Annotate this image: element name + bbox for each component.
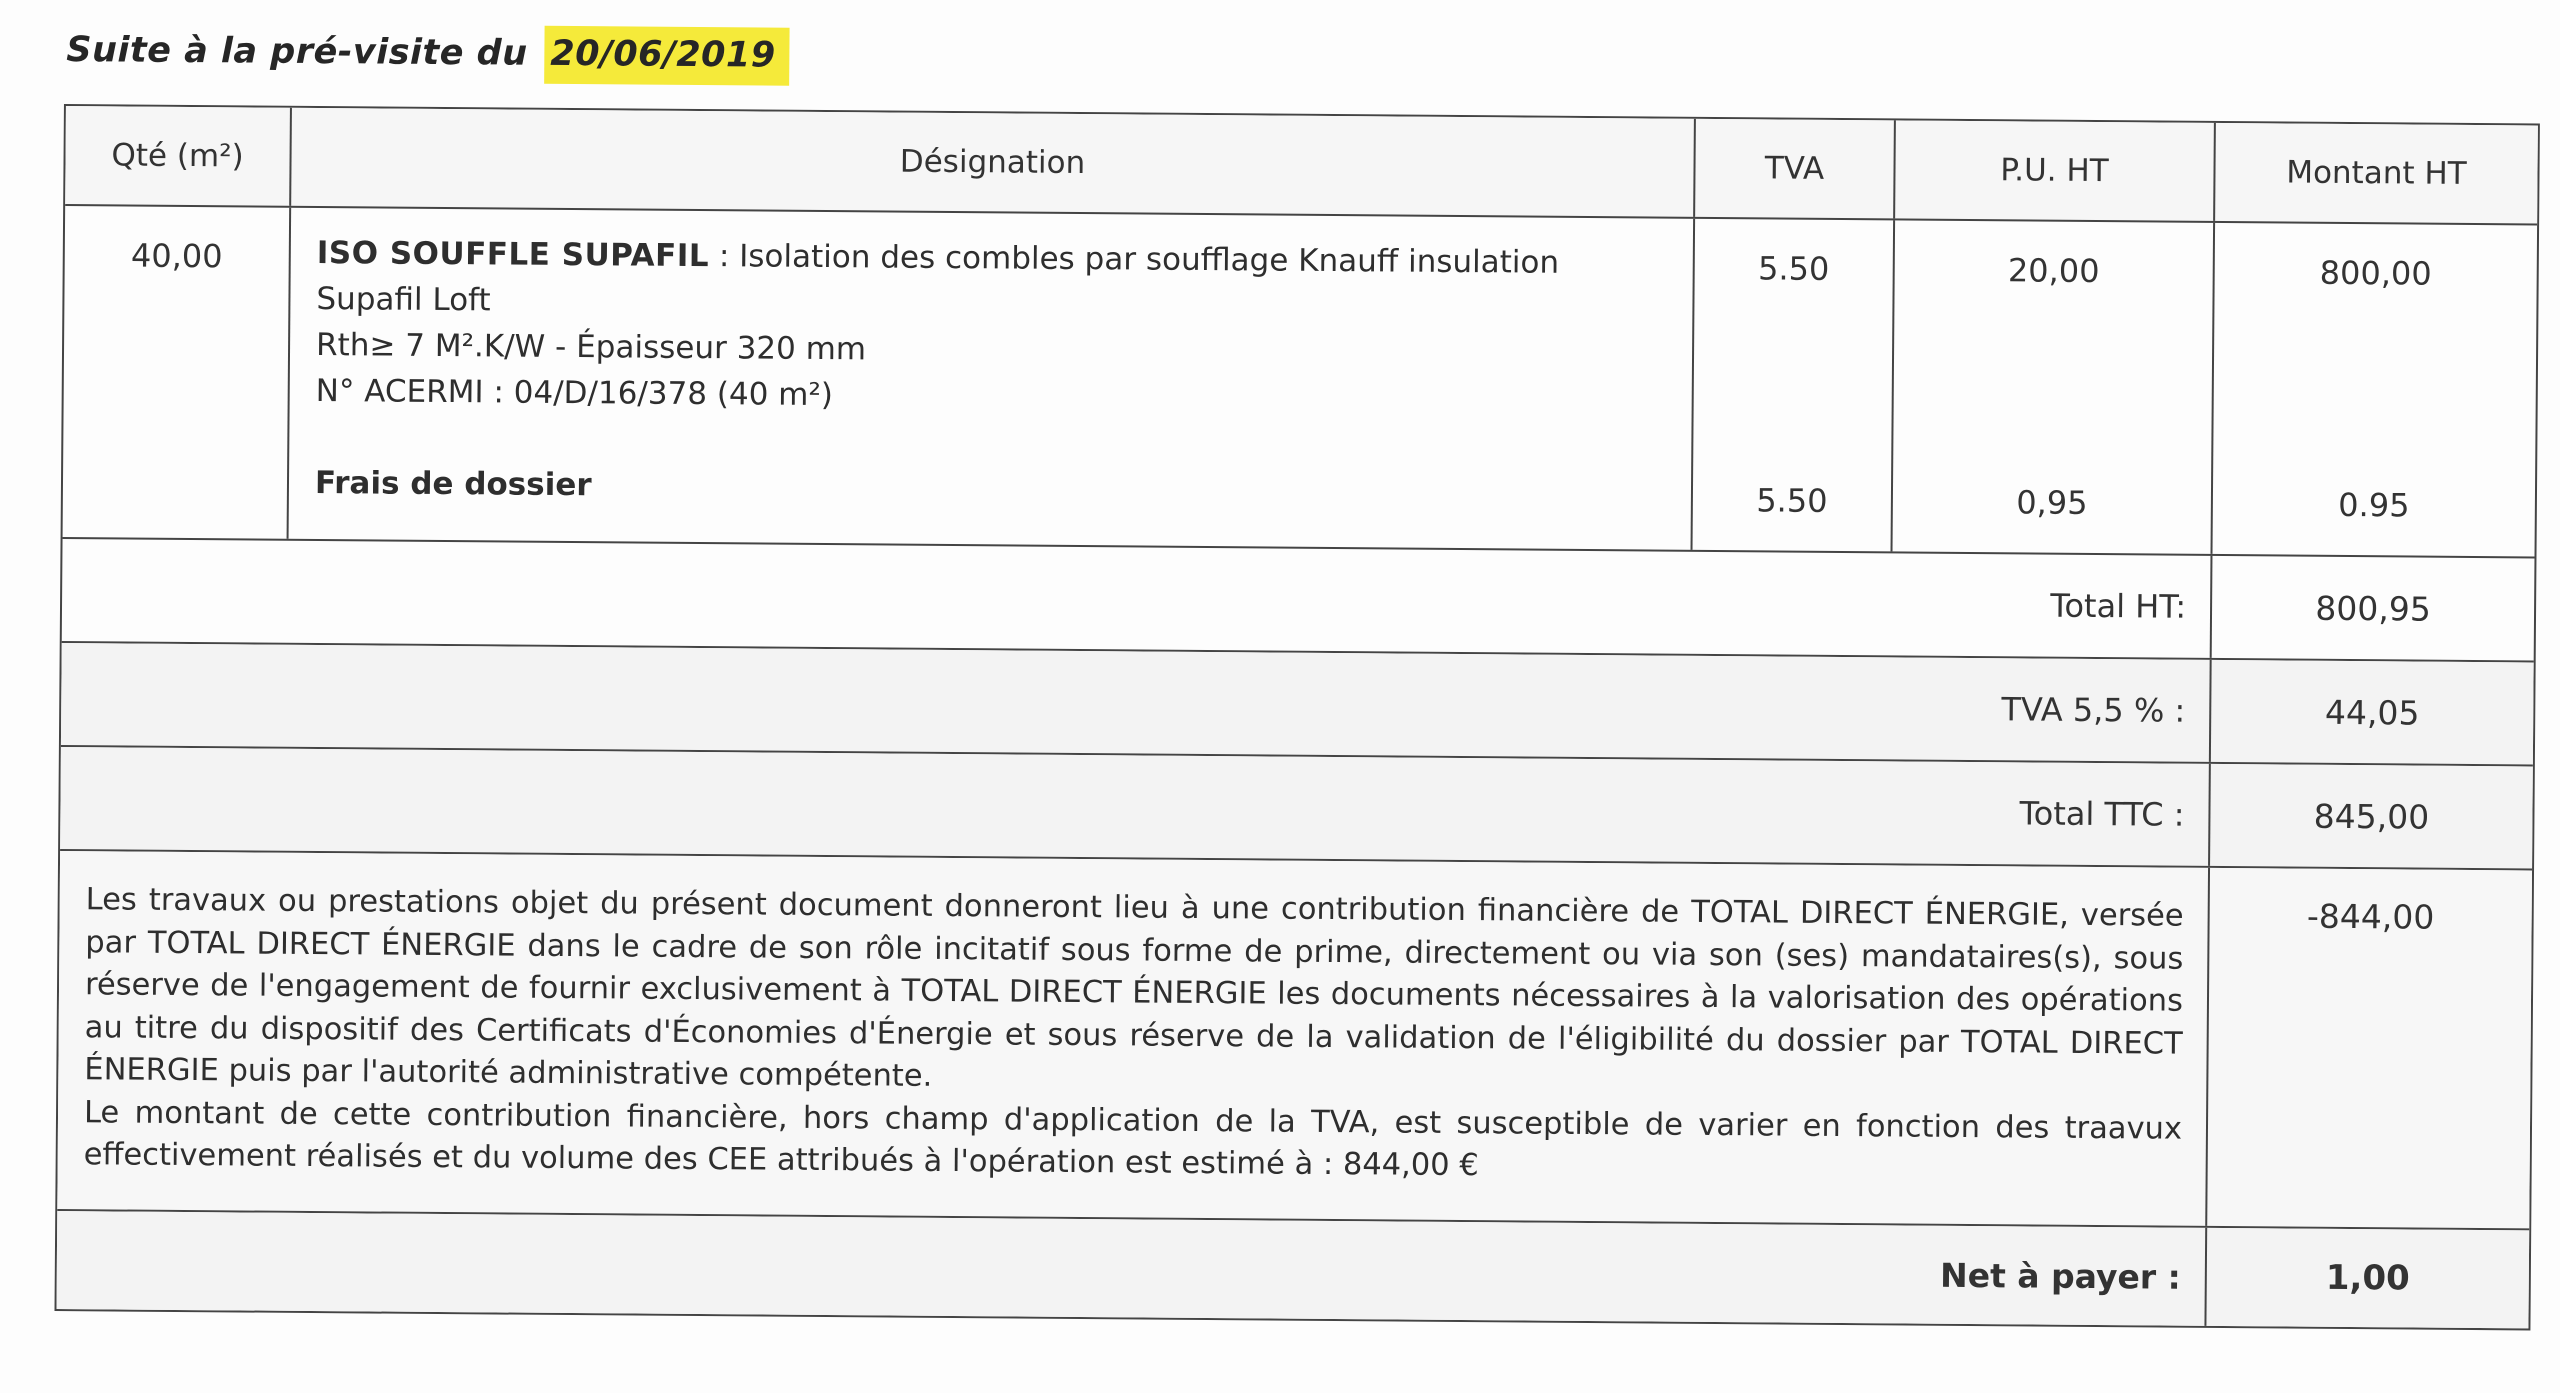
item-unit-price: 20,00	[2007, 251, 2100, 291]
column-header-unit-price: P.U. HT	[1895, 120, 2216, 221]
fees-tva: 5.50	[1756, 481, 1828, 520]
total-ht-row	[62, 539, 2535, 662]
item-detail-line: N° ACERMI : 04/D/16/378 (40 m²)	[315, 373, 834, 414]
contribution-amount: -844,00	[2306, 896, 2435, 937]
total-ht-label: Total HT:	[62, 539, 2213, 658]
fees-unit-price: 0,95	[2016, 483, 2088, 522]
tva-label: TVA 5,5 % :	[61, 643, 2212, 762]
total-ttc-row	[60, 747, 2533, 870]
total-ttc-value: 845,00	[2313, 796, 2430, 837]
total-ht-value: 800,95	[2315, 588, 2431, 629]
title-prefix: Suite à la pré-visite du	[66, 30, 528, 74]
item-name: ISO SOUFFLE SUPAFIL	[316, 235, 710, 275]
column-header-amount: Montant HT	[2286, 154, 2467, 192]
item-qty: 40,00	[130, 236, 223, 276]
tva-cell	[1693, 219, 1896, 552]
item-detail-line: Supafil Loft	[316, 281, 491, 319]
visit-date-highlight: 20/06/2019	[544, 26, 790, 86]
net-to-pay-value: 1,00	[2325, 1257, 2410, 1299]
total-ttc-label: Total TTC :	[60, 747, 2211, 866]
net-to-pay-label: Net à payer :	[57, 1211, 2208, 1326]
fees-amount: 0.95	[2338, 485, 2410, 525]
contribution-row	[57, 851, 2532, 1230]
item-description: : Isolation des combles par soufflage Knauff insulation	[708, 238, 1560, 281]
column-header-designation: Désignation	[291, 108, 1696, 217]
net-to-pay-row	[57, 1211, 2530, 1328]
table-row	[63, 206, 2538, 558]
qty-cell	[63, 206, 292, 539]
tva-value: 44,05	[2324, 692, 2420, 733]
fees-item-name: Frais de dossier	[314, 465, 592, 504]
page-title	[66, 30, 790, 76]
tva-row	[61, 643, 2534, 766]
quote-table	[54, 104, 2539, 1330]
item-amount: 800,00	[2319, 253, 2432, 293]
contribution-paragraph: Le montant de cette contribution financière, hors champ d'application de la TVA, est susceptible de varier en fonction des traavux effectivement réalisés et du volume des CEE attribués à l'opération est estimé à : 844,00 €	[83, 1094, 2183, 1184]
designation-cell	[289, 208, 1696, 550]
item-tva: 5.50	[1757, 249, 1830, 288]
amount-cell	[2213, 223, 2538, 557]
column-header-qty: Qté (m²)	[65, 106, 292, 206]
item-detail-line: Rth≥ 7 M².K/W - Épaisseur 320 mm	[315, 327, 867, 368]
table-header-row	[65, 106, 2538, 225]
contribution-paragraph: Les travaux ou prestations objet du présent document donneront lieu à une contribution financière de TOTAL DIRECT ÉNERGIE, versée par TOTAL DIRECT ÉNERGIE dans le cadre de son rôle incitatif sous forme de prime, directement ou via son (ses) mandataires(s), sous réserve de l'engagement de fournir exclusivement à TOTAL DIRECT ÉNERGIE les documents nécessaires à la valorisation des opérations au titre du dispositif des Certificats d'Économies d'Énergie et sous réserve de la validation de l'éligibilité du dossier par TOTAL DIRECT ÉNERGIE puis par l'autorité administrative compétente.	[84, 882, 2184, 1094]
unit-price-cell	[1893, 220, 2216, 554]
column-header-tva: TVA	[1695, 119, 1896, 219]
contribution-text	[57, 851, 2210, 1226]
